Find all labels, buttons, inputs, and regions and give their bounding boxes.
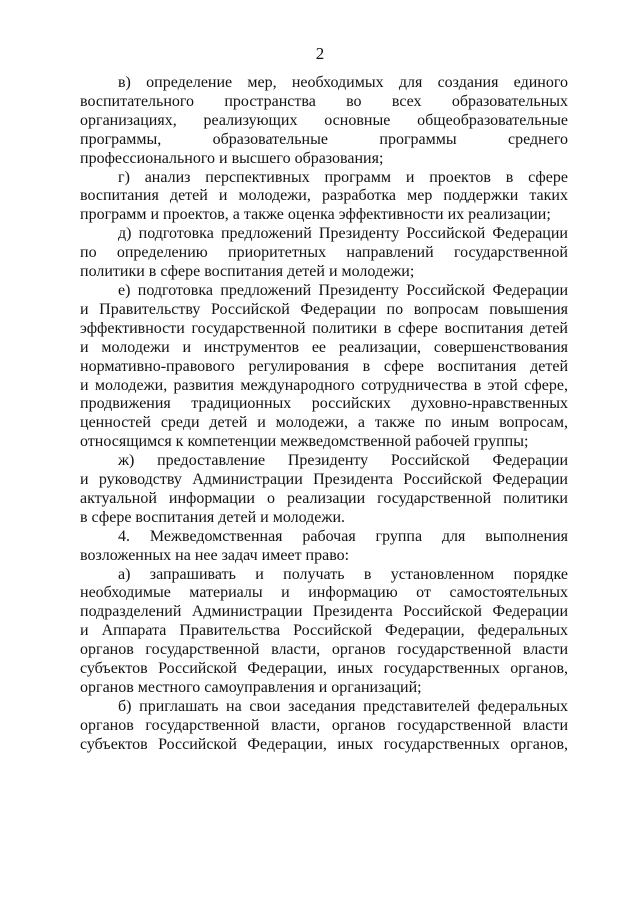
page-number: 2 xyxy=(315,44,325,63)
text-line: г) анализ перспективных программ и проектов в сфере xyxy=(118,168,568,186)
text-line: а) запрашивать и получать в установленном порядке xyxy=(118,565,568,583)
paragraph-a xyxy=(80,566,568,698)
text-line: субъектов Российской Федерации, иных государственных органов, xyxy=(80,660,568,678)
text-line: в) определение мер, необходимых для создания единого xyxy=(118,74,568,91)
text-line: продвижения традиционных российских духовно-нравственных xyxy=(80,395,568,413)
text-line: организациях, реализующих основные общеобразовательные xyxy=(80,111,568,129)
document-body xyxy=(80,74,568,755)
text-line: и Аппарата Правительства Российской Федерации, федеральных xyxy=(80,622,568,640)
text-line: субъектов Российской Федерации, иных государственных органов, xyxy=(80,735,568,753)
text-line: эффективности государственной политики в сфере воспитания детей xyxy=(80,319,568,337)
paragraph-v xyxy=(80,74,568,169)
paragraph-p4 xyxy=(80,528,568,566)
text-line: ценностей среди детей и молодежи, а также по иным вопросам, xyxy=(80,414,568,432)
text-line: органов государственной власти, органов государственной власти xyxy=(80,716,568,734)
text-line: е) подготовка предложений Президенту Российской Федерации xyxy=(118,281,568,299)
text-line: в сфере воспитания детей и молодежи. xyxy=(80,508,346,526)
text-line: по определению приоритетных направлений государственной xyxy=(80,244,568,262)
text-line: воспитания детей и молодежи, разработка мер поддержки таких xyxy=(80,187,568,205)
paragraph-zh xyxy=(80,452,568,528)
text-line: органов государственной власти, органов государственной власти xyxy=(80,641,568,659)
text-line: и молодежи и инструментов ее реализации, совершенствования xyxy=(80,338,568,356)
text-line: программ и проектов, а также оценка эффективности их реализации; xyxy=(80,206,551,224)
text-line: политики в сфере воспитания детей и молодежи; xyxy=(80,263,415,281)
text-line: и молодежи, развития международного сотрудничества в этой сфере, xyxy=(80,376,568,394)
text-line: 4. Межведомственная рабочая группа для выполнения xyxy=(118,527,568,545)
text-line: б) приглашать на свои заседания представителей федеральных xyxy=(118,697,568,715)
text-line: и Правительству Российской Федерации по вопросам повышения xyxy=(80,300,568,318)
text-line: актуальной информации о реализации государственной политики xyxy=(80,489,568,507)
paragraph-g xyxy=(80,169,568,226)
text-line: и руководству Администрации Президента Российской Федерации xyxy=(80,471,568,489)
text-line: относящимся к компетенции межведомственной рабочей группы; xyxy=(80,433,529,451)
text-line: возложенных на нее задач имеет право: xyxy=(80,546,350,564)
text-line: нормативно-правового регулирования в сфере воспитания детей xyxy=(80,357,568,375)
text-line: программы, образовательные программы среднего xyxy=(80,130,568,148)
text-line: д) подготовка предложений Президенту Российской Федерации xyxy=(118,225,568,243)
text-line: воспитательного пространства во всех образовательных xyxy=(80,92,568,110)
text-line: необходимые материалы и информацию от самостоятельных xyxy=(80,584,568,602)
text-line: профессионального и высшего образования; xyxy=(80,149,384,167)
paragraph-e xyxy=(80,282,568,452)
text-line: ж) предоставление Президенту Российской Федерации xyxy=(118,452,568,470)
paragraph-b xyxy=(80,698,568,755)
text-line: подразделений Администрации Президента Российской Федерации xyxy=(80,603,568,621)
paragraph-d xyxy=(80,225,568,282)
text-line: органов местного самоуправления и организаций; xyxy=(80,679,422,696)
